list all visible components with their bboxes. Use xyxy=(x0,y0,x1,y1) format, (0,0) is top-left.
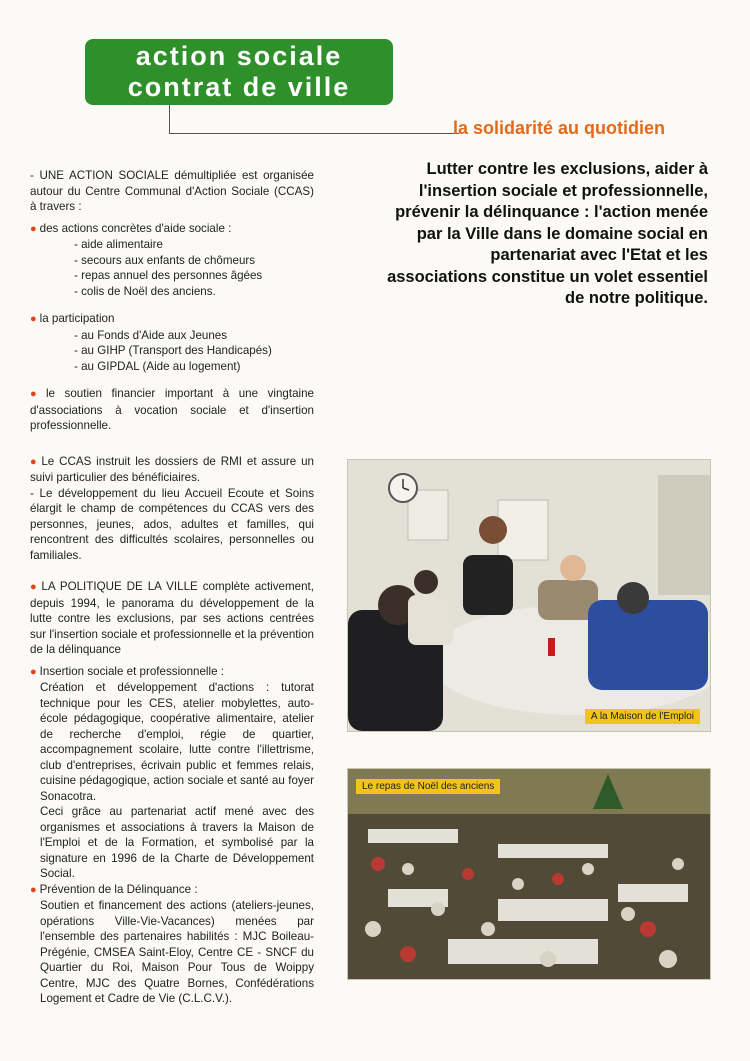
bullet-icon: ● xyxy=(30,883,37,896)
paragraph-partenariat: Ceci grâce au partenariat actif mené avec des organismes et associations à travers la Maison de l'Emploi et de la Formation, et symbolisé par la signature en 1996 de la Charte de Développement Social. xyxy=(40,805,314,880)
bullet-text: le soutien financier important à une vingtaine d'associations à vocation sociale et d'insertion professionnelle. xyxy=(30,387,314,432)
decorative-rule-vertical xyxy=(169,105,170,133)
photo-maison-emploi xyxy=(347,459,711,732)
list-item: - repas annuel des personnes âgées xyxy=(74,269,263,282)
paragraph-accueil-ecoute: - Le développement du lieu Accueil Ecoute et Soins élargit le champ de compétences du CCAS vers des personnes, jeunes, ados, adultes et familles, qui rencontrent des difficultés scolaires, personnelles ou familiales. xyxy=(30,486,314,562)
section-title-box xyxy=(85,39,393,105)
bullet-participation xyxy=(30,311,314,328)
photo-maison-emploi-illustration xyxy=(348,460,710,731)
bullet-icon: ● xyxy=(30,388,43,400)
bullet-actions-concretes xyxy=(30,221,314,238)
bullet-icon: ● xyxy=(30,222,37,235)
paragraph-prevention-details: Soutien et financement des actions (ateliers-jeunes, opérations Ville-Vie-Vacances) menées par l'ensemble des partenaires habilités : MJC Boileau-Prégénie, CMSEA Saint-Eloy, Centre CE - SNCF du Quartier du Roi, Maison Pour Tous de Woippy Centre, MJC des Quatre Bornes, Confédérations Logement et Cadre de Vie (C.L.C.V.). xyxy=(40,899,314,1005)
bullet-prevention xyxy=(30,882,314,899)
photo-repas-noel-illustration xyxy=(348,769,710,979)
bullet-soutien-financier xyxy=(30,386,314,434)
bullet-insertion xyxy=(30,664,314,681)
bullet-text: LA POLITIQUE DE LA VILLE complète activement, depuis 1994, le panorama du développement de la lutte contre les exclusions, par ses actions centrées sur l'insertion sociale et professionnelle et la prévention de la délinquance xyxy=(30,580,314,656)
bullet-text: la participation xyxy=(39,312,115,325)
sub-list-participation xyxy=(30,328,314,375)
section-subtitle: la solidarité au quotidien xyxy=(453,118,666,138)
paragraph-insertion-details: Création et développement d'actions : tutorat technique pour les CES, atelier mobylettes, auto-école pédagogique, coopérative alimentaire, atelier de recherche d'emploi, régie de quartier, accompagnement scolaire, lutte contre l'illettrisme, club d'entreprises, écrivain public et femmes relais, cuisine pédagogique, action sociale et santé au foyer Sonacotra. xyxy=(40,681,314,803)
intro-paragraph: Lutter contre les exclusions, aider à l'insertion sociale et professionnelle, prévenir la délinquance : l'action menée par la Ville dans le domaine social en partenariat avec l'Etat et les associations constitue un volet essentiel de notre politique. xyxy=(387,160,708,307)
bullet-icon: ● xyxy=(30,313,37,325)
bullet-text: Le CCAS instruit les dossiers de RMI et assure un suivi particulier des bénéficiaires. xyxy=(30,454,314,484)
list-item: - colis de Noël des anciens. xyxy=(74,284,216,298)
list-item: - au GIPDAL (Aide au logement) xyxy=(74,359,241,373)
photo-caption: Le repas de Noël des anciens xyxy=(356,779,500,794)
section-title-line2: contrat de ville xyxy=(127,72,351,102)
list-item: - secours aux enfants de chômeurs xyxy=(74,253,256,267)
paragraph-action-sociale: - UNE ACTION SOCIALE démultipliée est organisée autour du Centre Communal d'Action Sociale (CCAS) à travers : xyxy=(30,169,314,213)
list-item: - au Fonds d'Aide aux Jeunes xyxy=(74,328,228,342)
list-item: - au GIHP (Transport des Handicapés) xyxy=(74,344,272,357)
bullet-text: Insertion sociale et professionnelle : xyxy=(39,664,224,678)
body-text-column xyxy=(30,168,314,1007)
bullet-text: Prévention de la Délinquance : xyxy=(39,882,198,896)
section-title-line1: action sociale xyxy=(135,41,343,71)
bullet-icon: ● xyxy=(30,665,37,678)
decorative-rule-horizontal xyxy=(169,133,459,134)
bullet-icon: ● xyxy=(30,455,39,468)
list-item: - aide alimentaire xyxy=(74,238,163,251)
bullet-text: des actions concrètes d'aide sociale : xyxy=(39,221,232,235)
photo-caption: A la Maison de l'Emploi xyxy=(585,709,700,724)
photo-repas-noel xyxy=(347,768,711,980)
sub-list-aide-sociale xyxy=(30,237,314,299)
bullet-ccas-rmi xyxy=(30,454,314,486)
bullet-icon: ● xyxy=(30,581,39,593)
bullet-politique-ville xyxy=(30,579,314,658)
